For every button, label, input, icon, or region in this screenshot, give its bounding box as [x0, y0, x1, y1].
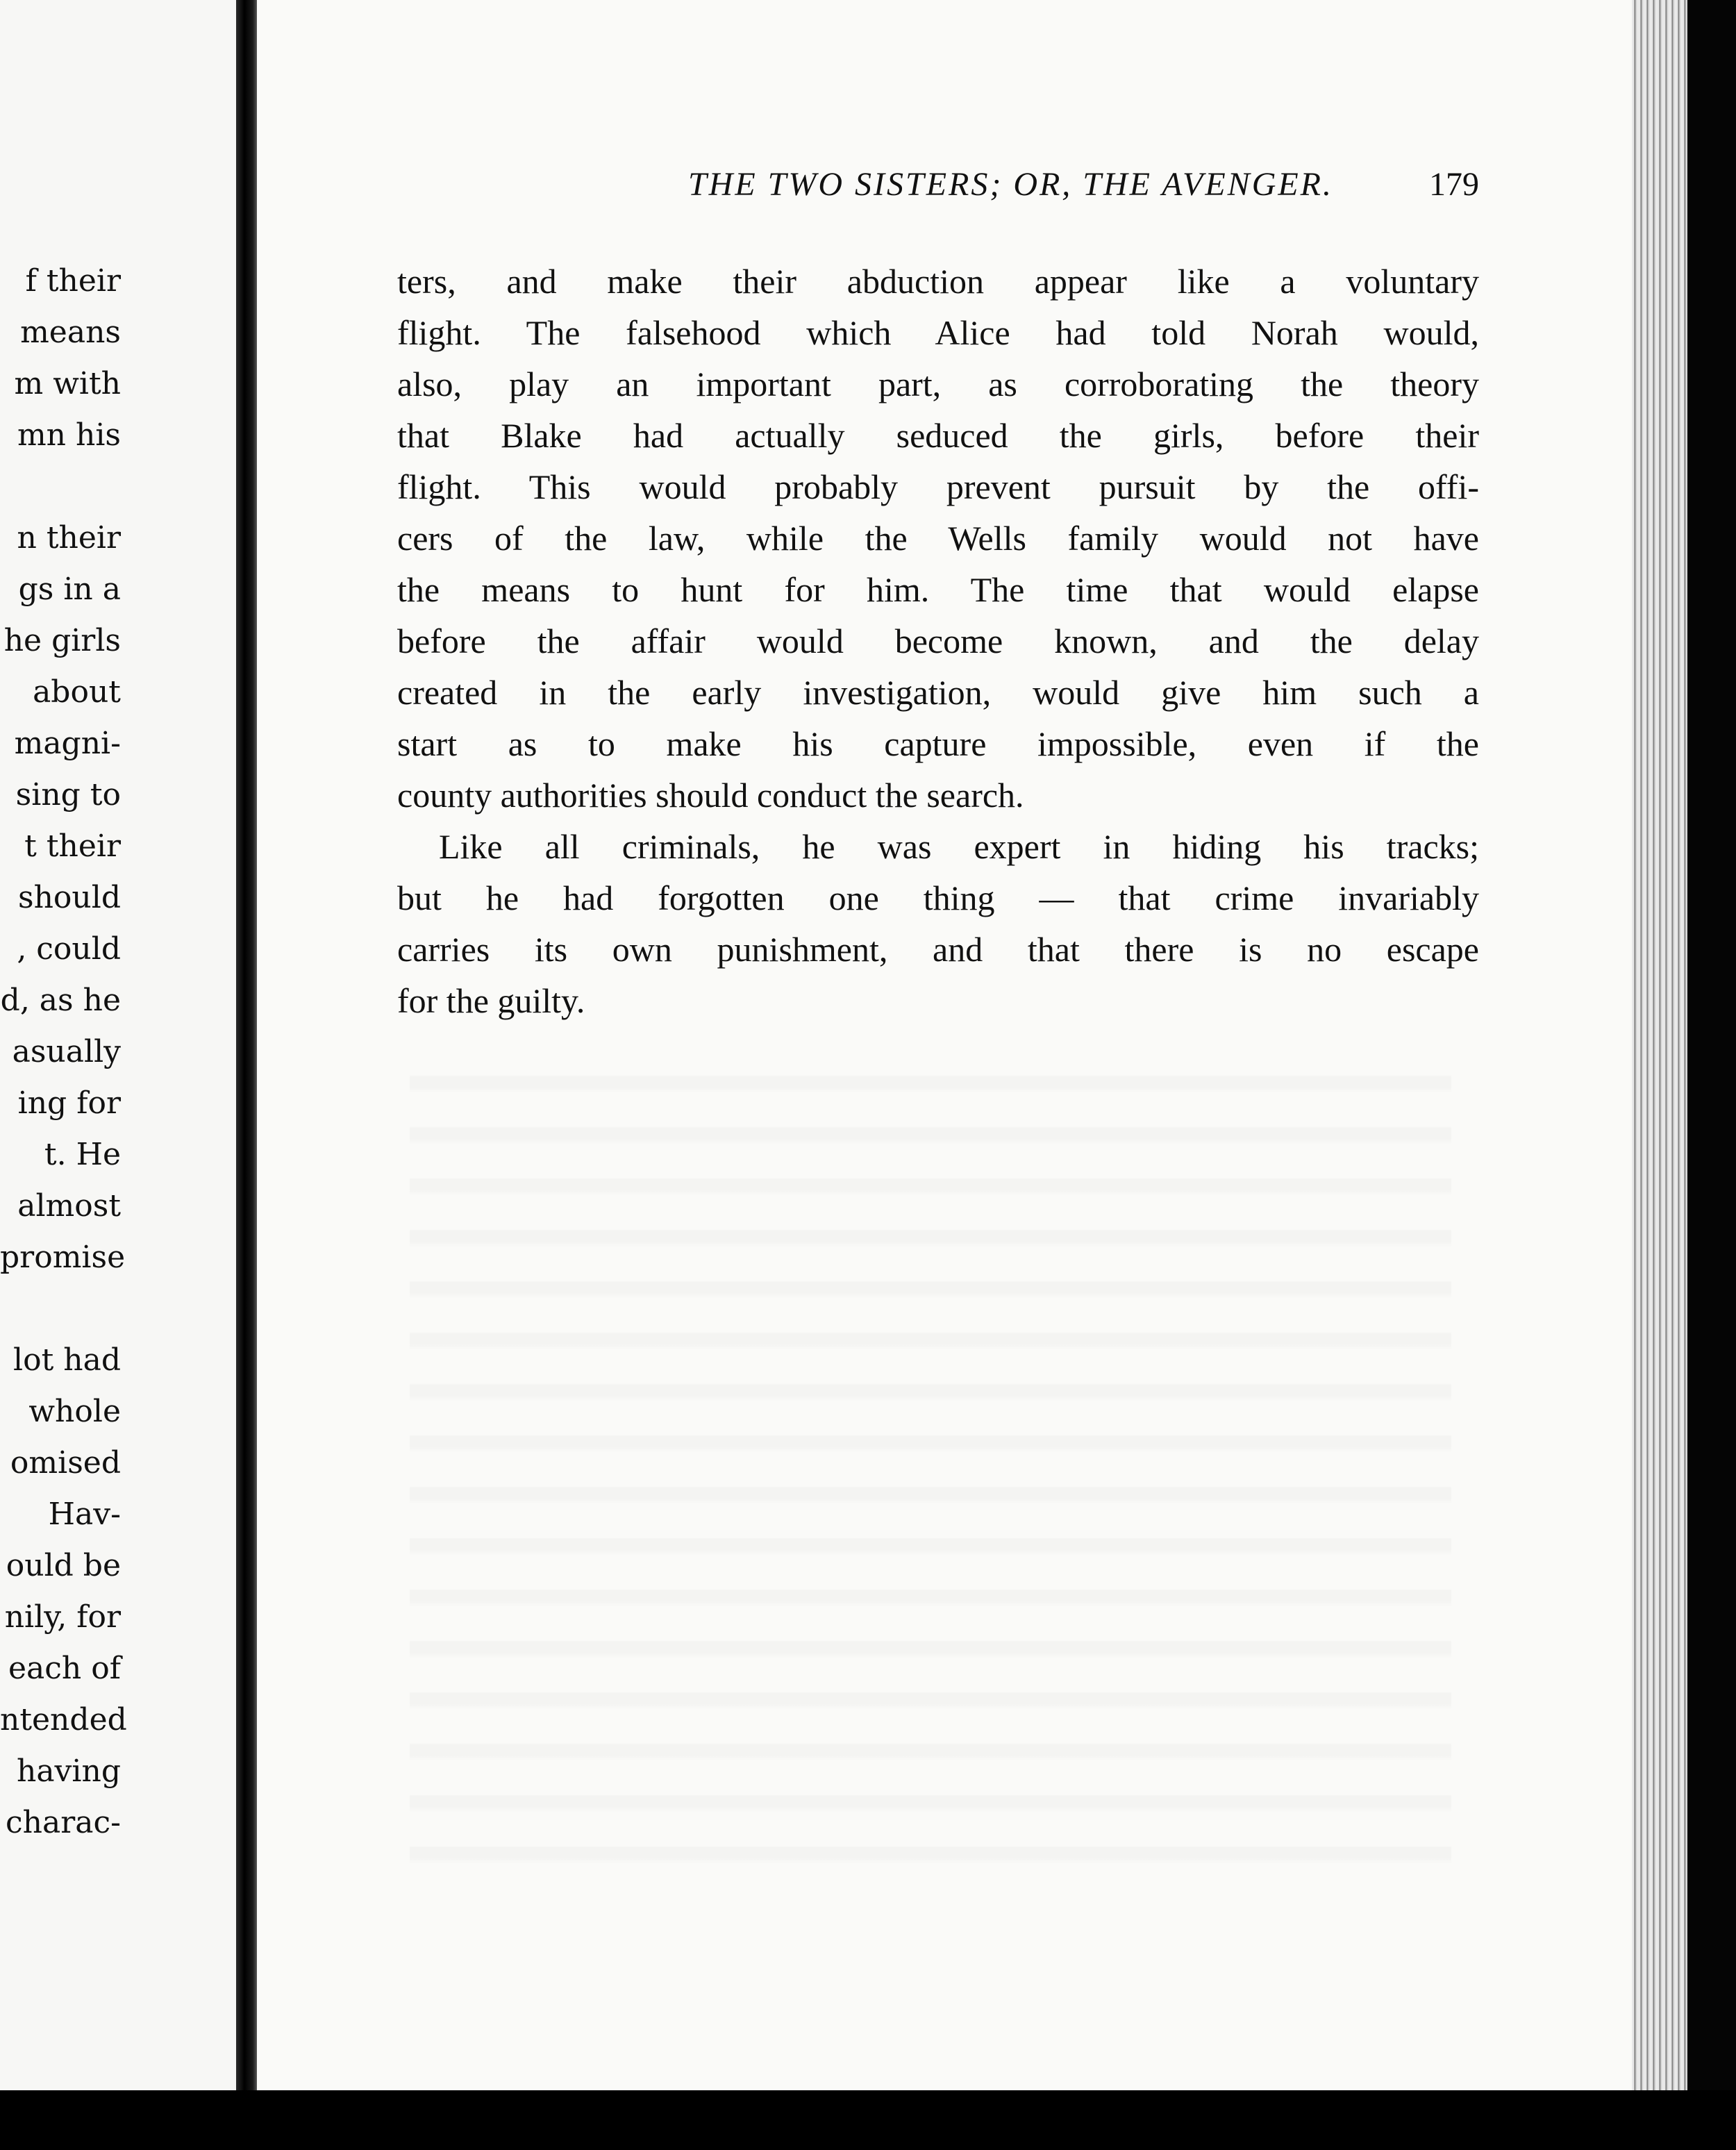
scan-border-bottom: [0, 2090, 1736, 2150]
previous-page-line: lot had: [13, 1342, 121, 1378]
page-number: 179: [1429, 166, 1479, 203]
previous-page-line: magni-: [14, 726, 121, 761]
previous-page-line: omised: [10, 1445, 121, 1481]
previous-page-line: t. He: [44, 1137, 121, 1172]
previous-page-line: Hav-: [48, 1497, 121, 1532]
text-line: before the affair would become known, and the delay: [397, 622, 1479, 660]
page-stack-edge: [1632, 0, 1687, 2090]
text-line: cers of the law, while the Wells family would not have: [397, 519, 1479, 558]
previous-page-line: charac-: [6, 1805, 121, 1840]
text-line: start as to make his capture impossible, even if the: [397, 724, 1479, 763]
book-gutter: [236, 0, 257, 2090]
text-line: carries its own punishment, and that there is no escape: [397, 930, 1479, 969]
previous-page-line: f their: [25, 263, 121, 299]
previous-page-line: n their: [17, 520, 121, 556]
previous-page-text: [0, 256, 127, 1849]
previous-page-line: d, as he: [0, 983, 121, 1018]
text-line: flight. This would probably prevent pursuit by the offi-: [397, 467, 1479, 506]
text-line: flight. The falsehood which Alice had told Norah would,: [397, 313, 1479, 352]
previous-page-line: about: [33, 674, 121, 710]
previous-page-line: gs in a: [18, 572, 121, 607]
previous-page-line: ould be: [6, 1548, 121, 1583]
previous-page-fragment: [0, 0, 236, 2090]
text-line: created in the early investigation, would give him such a: [397, 673, 1479, 712]
text-line: county authorities should conduct the search.: [397, 776, 1024, 815]
paragraph-2: [397, 821, 1479, 1026]
scan-border-right: [1687, 0, 1736, 2150]
previous-page-line: , could: [17, 931, 121, 967]
running-header: [465, 165, 1479, 210]
text-line: the means to hunt for him. The time that would elapse: [397, 570, 1479, 609]
previous-page-line: asually: [12, 1034, 121, 1069]
previous-page-line: [0, 461, 121, 512]
previous-page-line: almost: [17, 1188, 121, 1224]
paragraph-1: [397, 256, 1479, 821]
previous-page-line: sing to: [15, 777, 121, 812]
previous-page-line: promise: [0, 1240, 126, 1275]
text-line: also, play an important part, as corroborating the theory: [397, 365, 1479, 403]
previous-page-line: m with: [14, 366, 121, 401]
previous-page-line: whole: [28, 1394, 121, 1429]
previous-page-line: each of: [8, 1651, 121, 1686]
previous-page-line: having: [16, 1753, 121, 1789]
previous-page-line: means: [20, 315, 121, 350]
previous-page-line: t their: [24, 828, 121, 864]
previous-page-line: nily, for: [4, 1599, 121, 1635]
text-line: Like all criminals, he was expert in hiding his tracks;: [439, 827, 1479, 866]
previous-page-line: mn his: [17, 417, 121, 453]
text-line: ters, and make their abduction appear like a voluntary: [397, 262, 1479, 301]
body-text: [397, 256, 1479, 1026]
previous-page-line: he girls: [3, 623, 121, 658]
previous-page-line: ing for: [17, 1085, 121, 1121]
bleed-through-texture: [410, 1042, 1451, 1875]
text-line: but he had forgotten one thing — that crime invariably: [397, 878, 1479, 917]
text-line: for the guilty.: [397, 981, 585, 1020]
previous-page-line: [0, 1283, 121, 1335]
previous-page-line: ntended: [0, 1702, 127, 1738]
previous-page-line: should: [18, 880, 121, 915]
running-header-title: THE TWO SISTERS; OR, THE AVENGER.: [687, 166, 1333, 203]
text-line: that Blake had actually seduced the girls, before their: [397, 416, 1479, 455]
current-page: [257, 0, 1632, 2090]
